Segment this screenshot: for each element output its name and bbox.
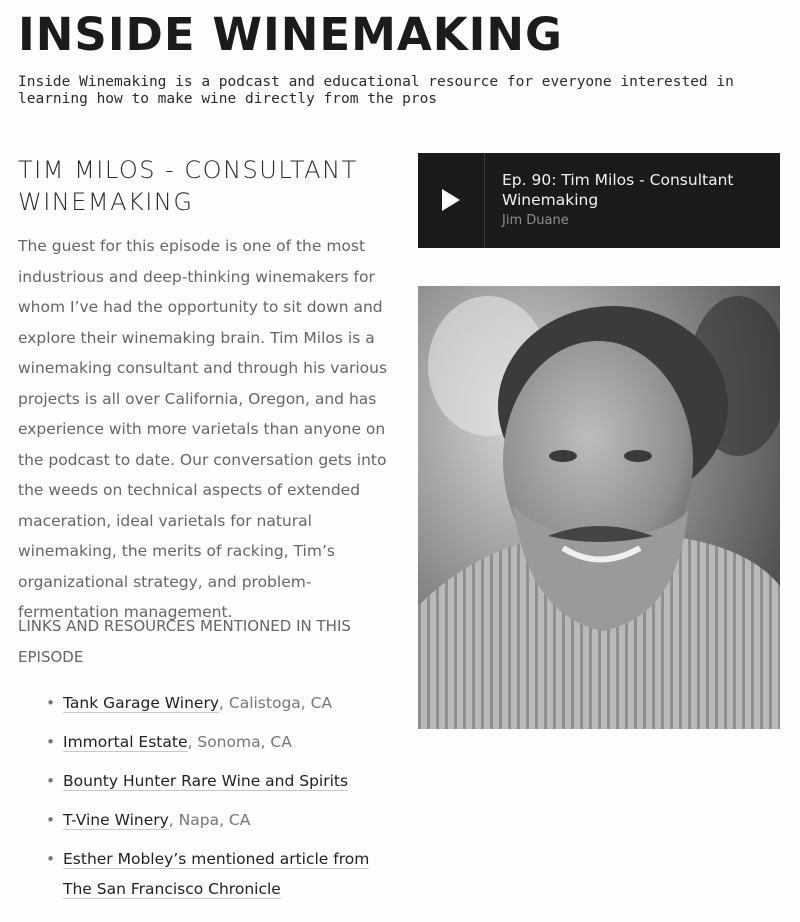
- links-list: [18, 688, 398, 913]
- bullet: •: [46, 694, 56, 712]
- post-title: TIM MILOS - CONSULTANT WINEMAKING: [18, 156, 358, 216]
- site-title[interactable]: INSIDE WINEMAKING: [18, 8, 563, 61]
- guest-photo: [418, 286, 780, 729]
- link-suffix: , Napa, CA: [168, 811, 251, 829]
- bullet: •: [46, 850, 56, 868]
- list-item: [18, 727, 398, 757]
- podcast-player: [418, 153, 780, 248]
- link-suffix: , Calistoga, CA: [219, 694, 333, 712]
- list-item: [18, 688, 398, 718]
- list-item: [18, 805, 398, 835]
- link-immortal-estate[interactable]: Immortal Estate: [63, 733, 188, 751]
- bullet: •: [46, 733, 56, 751]
- link-esther-mobley-article[interactable]: Esther Mobley’s mentioned article from The San Francisco Chronicle: [63, 850, 370, 898]
- link-bounty-hunter[interactable]: Bounty Hunter Rare Wine and Spirits: [63, 772, 349, 790]
- post-body: The guest for this episode is one of the most industrious and deep-thinking winemakers for whom I’ve had the opportunity to sit down and explore their winemaking brain. Tim Milos is a winemaking consultant and through his various projects is all over California, Oregon, and has experience with more varietals than anyone on the podcast to date. Our conversation gets into the weeds on technical aspects of extended maceration, ideal varietals for natural winemaking, the merits of racking, Tim’s organizational strategy, and problem-fermentation management.: [18, 237, 388, 621]
- link-tank-garage-winery[interactable]: Tank Garage Winery: [63, 694, 220, 712]
- bullet: •: [46, 811, 56, 829]
- link-suffix: , Sonoma, CA: [187, 733, 292, 751]
- episode-title[interactable]: Ep. 90: Tim Milos - Consultant Winemaking: [502, 171, 734, 209]
- episode-author: Jim Duane: [502, 213, 569, 228]
- play-icon: [442, 189, 460, 211]
- link-t-vine-winery[interactable]: T-Vine Winery: [63, 811, 169, 829]
- list-item: [18, 844, 398, 904]
- links-heading: LINKS AND RESOURCES MENTIONED IN THIS EPISODE: [18, 617, 351, 666]
- play-button[interactable]: [418, 153, 485, 248]
- bullet: •: [46, 772, 56, 790]
- guest-portrait-image: [418, 286, 780, 729]
- list-item: [18, 766, 398, 796]
- site-tagline: Inside Winemaking is a podcast and educational resource for everyone interested in learning how to make wine directly from the pros: [18, 74, 734, 107]
